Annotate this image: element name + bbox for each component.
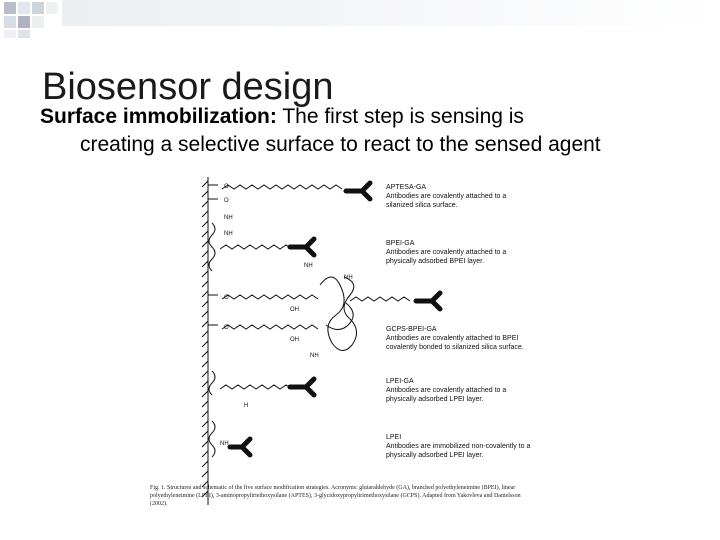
deco-square — [4, 16, 16, 28]
item-name: LPEI — [386, 434, 402, 441]
deco-square — [46, 2, 58, 14]
item-desc: physically adsorbed BPEI layer. — [386, 258, 485, 265]
item-name: BPEI-GA — [386, 240, 415, 247]
caption-line: Fig. 1. Structures and schematic of the five surface modification strategies. Acronyms: glutaraldehyde (GA), branched polyethyleneimine (BPEI), linear — [150, 485, 516, 491]
antibody-4 — [290, 379, 314, 395]
svg-text:O: O — [224, 198, 229, 204]
body-line1: The first step is sensing is — [276, 105, 524, 128]
figure-legend — [386, 184, 530, 459]
item-desc: Antibodies are immobilized non-covalently to a — [386, 443, 531, 450]
deco-square — [18, 30, 30, 38]
svg-text:NH: NH — [220, 441, 229, 447]
item-desc: Antibodies are covalently attached to a — [386, 249, 507, 256]
silica-surface — [202, 177, 208, 505]
corner-decoration — [0, 0, 720, 40]
caption-line: polyethyleneimine (LPEI), 3-aminopropyltriethoxysilane (APTES), 3-glycidoxypropyltrimethoxysilane (GCPS). Adapted from Yakovleva and Danielsson — [150, 493, 521, 499]
antibody-5 — [230, 439, 250, 455]
body-text — [40, 103, 710, 159]
item-desc: Antibodies are covalently attached to a — [386, 193, 507, 200]
deco-band — [62, 0, 720, 26]
chain-gcps-bpei-ga — [208, 277, 410, 351]
item-desc: physically adsorbed LPEI layer. — [386, 396, 484, 403]
svg-text:OH: OH — [290, 337, 299, 343]
figure-caption — [150, 484, 521, 507]
antibody-3 — [416, 293, 440, 309]
svg-text:O: O — [224, 295, 229, 301]
deco-square — [18, 2, 30, 14]
deco-square — [4, 30, 16, 38]
item-desc: physically adsorbed LPEI layer. — [386, 452, 484, 459]
svg-text:OH: OH — [290, 307, 299, 313]
svg-text:H: H — [244, 403, 249, 409]
item-desc: silanized silica surface. — [386, 202, 458, 209]
item-name: APTESA-GA — [386, 184, 427, 191]
item-name: LPEI-GA — [386, 378, 414, 385]
antibody-1 — [346, 183, 370, 199]
chemical-labels — [220, 184, 353, 447]
svg-text:NH: NH — [304, 263, 313, 269]
svg-text:NH: NH — [224, 215, 233, 221]
surface-modification-figure — [150, 175, 590, 515]
svg-text:NH: NH — [224, 231, 233, 237]
caption-line: (2002). — [150, 501, 168, 507]
deco-square — [18, 16, 30, 28]
deco-square — [4, 2, 16, 14]
body-line2: creating a selective surface to react to the sensed agent — [80, 133, 601, 156]
chain-lpei-ga — [209, 371, 304, 395]
body-bold-label: Surface immobilization: — [40, 105, 277, 128]
svg-text:O: O — [224, 325, 229, 331]
item-name: GCPS-BPEI-GA — [386, 326, 437, 333]
antibody-2 — [290, 239, 314, 255]
item-desc: Antibodies are covalently attached to BPEI — [386, 335, 519, 342]
chain-lpei — [209, 421, 215, 457]
svg-text:NH: NH — [344, 275, 353, 281]
item-desc: Antibodies are covalently attached to a — [386, 387, 507, 394]
deco-square — [32, 16, 44, 28]
deco-square — [32, 2, 44, 14]
svg-text:O: O — [224, 184, 229, 190]
slide-title: Biosensor design — [42, 66, 334, 108]
svg-text:NH: NH — [310, 353, 319, 359]
item-desc: covalently bonded to silanized silica surface. — [386, 344, 524, 351]
